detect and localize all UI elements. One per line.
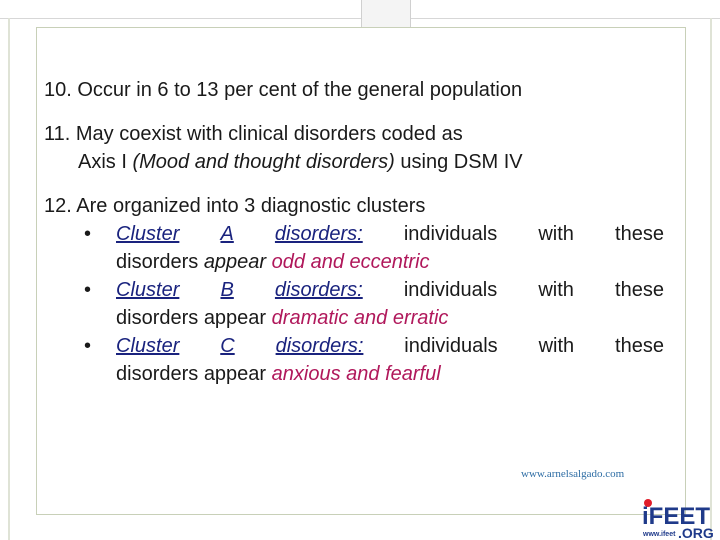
cluster-a-item: [44, 220, 674, 276]
cluster-word: Cluster: [116, 223, 180, 245]
item-text-part: using DSM IV: [394, 151, 523, 173]
cluster-desc-word: individuals: [404, 335, 498, 357]
cluster-desc-word: with: [538, 335, 575, 357]
item-number: 11.: [44, 123, 71, 145]
bullet: •: [84, 223, 92, 245]
cluster-letter: B: [220, 279, 234, 301]
top-band: [0, 0, 720, 19]
list-item-11: [44, 120, 674, 176]
cluster-b-item: [44, 276, 674, 332]
item-text-emphasis: (Mood and thought disorders): [132, 151, 395, 173]
cluster-desc-emphasis: appear: [203, 251, 267, 273]
cluster-word: Cluster: [116, 279, 180, 301]
list-item-10: [44, 76, 674, 104]
cluster-desc-word: individuals: [403, 279, 498, 301]
item-text: Are organized into 3 diagnostic clusters: [76, 195, 426, 217]
cluster-desc-word: these: [615, 279, 664, 301]
cluster-desc-word: with: [538, 279, 574, 301]
item-text: May coexist with clinical disorders coded as: [75, 123, 463, 145]
item-number: 10.: [44, 79, 72, 101]
slide-content: [44, 76, 674, 388]
cluster-desc: disorders: [116, 251, 204, 273]
cluster-desc: disorders appear: [116, 363, 272, 385]
list-item-12: [44, 192, 674, 388]
cluster-desc-word: these: [615, 335, 664, 357]
cluster-c-item: [44, 332, 674, 388]
bullet: •: [84, 279, 92, 301]
cluster-word: disorders:: [274, 279, 363, 301]
bullet: •: [84, 335, 92, 357]
left-decor-line: [8, 18, 10, 540]
ifeet-logo: [640, 498, 716, 540]
right-decor-line: [710, 18, 712, 540]
source-url[interactable]: www.arnelsalgado.com: [521, 468, 625, 480]
logo-org-text: .ORG: [678, 525, 714, 540]
logo-small-text: www.ifeet: [643, 531, 676, 538]
cluster-letter: C: [220, 335, 235, 357]
cluster-trait: odd and eccentric: [266, 251, 430, 273]
cluster-word: disorders:: [274, 223, 363, 245]
cluster-desc: disorders appear: [116, 307, 272, 329]
logo-text: iFEET: [642, 503, 711, 530]
item-number: 12.: [44, 195, 72, 217]
cluster-desc-word: these: [615, 223, 664, 245]
cluster-desc-word: individuals: [403, 223, 498, 245]
cluster-trait: dramatic and erratic: [271, 307, 449, 329]
item-text-part: Axis I: [78, 151, 133, 173]
cluster-desc-word: with: [538, 223, 574, 245]
item-text: Occur in 6 to 13 per cent of the general population: [77, 79, 523, 101]
cluster-word: Cluster: [116, 335, 180, 357]
cluster-word: disorders:: [275, 335, 364, 357]
cluster-letter: A: [220, 223, 234, 245]
cluster-trait: anxious and fearful: [271, 363, 441, 385]
